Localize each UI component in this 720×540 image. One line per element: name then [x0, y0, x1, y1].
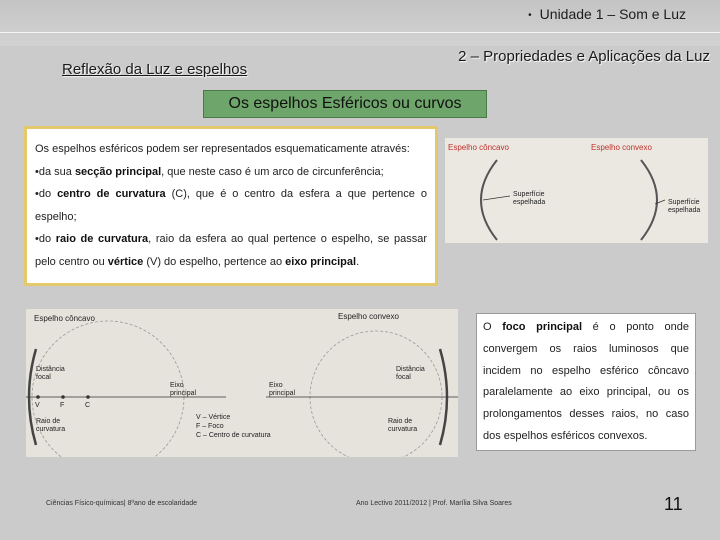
- diagram-background: [445, 138, 708, 243]
- term-radius: raio de curvatura: [55, 233, 149, 245]
- concave-title: Espelho côncavo: [34, 314, 95, 323]
- term-center: centro de curvatura: [57, 188, 166, 200]
- text-run: (V) do espelho, pertence ao: [143, 255, 286, 268]
- legend-center: C – Centro de curvatura: [196, 432, 271, 439]
- section-title: Os espelhos Esféricos ou curvos: [203, 90, 487, 118]
- focal-distance-label-1: Distância: [36, 366, 65, 373]
- term-principal-focus: foco principal: [502, 321, 582, 333]
- legend-vertex: V – Vértice: [196, 414, 231, 421]
- focus-definition-text: [476, 313, 696, 451]
- focal-distance-label-2: focal: [36, 374, 51, 381]
- principal-axis-label-1: Eixo: [170, 382, 184, 389]
- topic-left: Reflexão da Luz e espelhos: [62, 61, 248, 78]
- legend-focus: F – Foco: [196, 423, 224, 430]
- page-number: 11: [664, 494, 683, 514]
- text-run: O: [483, 321, 503, 333]
- convex-surface-label-1: Superfície: [668, 199, 700, 206]
- text-run: , que neste caso é um arco de circunferência;: [161, 165, 384, 178]
- convex-focal-label-1: Distância: [396, 366, 425, 373]
- label-c: C: [85, 402, 91, 409]
- bullet-icon: •: [528, 9, 532, 21]
- text-run: , raio da esfera ao qual pertence o espelho, se passar pelo centro ou: [35, 233, 427, 268]
- principal-axis-label-2: principal: [170, 390, 197, 397]
- concave-surface-label-2: espelhada: [513, 199, 546, 206]
- concave-point-c: [86, 395, 90, 399]
- term-principal-axis: eixo principal: [285, 255, 357, 268]
- paragraph-center: [35, 183, 427, 228]
- header-divider: [0, 32, 720, 33]
- convex-focal-label-2: focal: [396, 374, 411, 381]
- concave-title: Espelho côncavo: [448, 143, 509, 152]
- concave-point-v: [36, 395, 40, 399]
- convex-radius-label-2: curvatura: [388, 426, 418, 433]
- mirror-representation-text: [24, 126, 438, 286]
- mirror-elements-diagram: [26, 309, 458, 457]
- term-vertex: vértice: [107, 255, 144, 268]
- concave-surface-label-1: Superfície: [513, 191, 545, 198]
- convex-title: Espelho convexo: [591, 143, 652, 152]
- radius-label-2: curvatura: [36, 426, 66, 433]
- text-run: (C), que é o centro da esfera a que pertence o espelho;: [35, 188, 427, 223]
- convex-axis-label-2: principal: [269, 390, 296, 397]
- label-f: F: [60, 402, 65, 409]
- convex-surface-label-2: espelhada: [668, 207, 701, 214]
- convex-radius-label-1: Raio de: [388, 418, 413, 425]
- topic-right: 2 – Propriedades e Aplicações da Luz: [458, 48, 710, 65]
- course-title-text: Unidade 1 – Som e Luz: [539, 6, 686, 22]
- footer-year-teacher: Ano Lectivo 2011/2012 | Prof. Marília Silva Soares: [356, 500, 512, 507]
- paragraph-intro: Os espelhos esféricos podem ser representados esquematicamente através:: [35, 143, 410, 155]
- convex-title: Espelho convexo: [338, 312, 399, 321]
- label-v: V: [35, 402, 40, 409]
- footer-course: Ciências Físico-químicas| 8ºano de escolaridade: [46, 500, 198, 507]
- paragraph-radius: [35, 228, 427, 273]
- text-run: é o ponto onde convergem os raios luminosos que incidem no espelho esférico côncavo paralelamente ao eixo principal, ou os prolongamentos desses raios, no caso dos espelhos esféricos convexos.: [483, 321, 689, 442]
- concave-point-f: [61, 395, 65, 399]
- radius-label-1: Raio de: [36, 418, 61, 425]
- course-title: [528, 6, 686, 22]
- paragraph-principal-section: [35, 161, 427, 184]
- text-run: •do: [35, 233, 56, 245]
- text-run: •da sua: [35, 165, 75, 178]
- term-principal-section: secção principal: [74, 165, 162, 178]
- text-run: •do: [35, 188, 58, 200]
- convex-axis-label-1: Eixo: [269, 382, 283, 389]
- text-run: .: [356, 255, 360, 268]
- mirror-types-diagram: [445, 138, 708, 243]
